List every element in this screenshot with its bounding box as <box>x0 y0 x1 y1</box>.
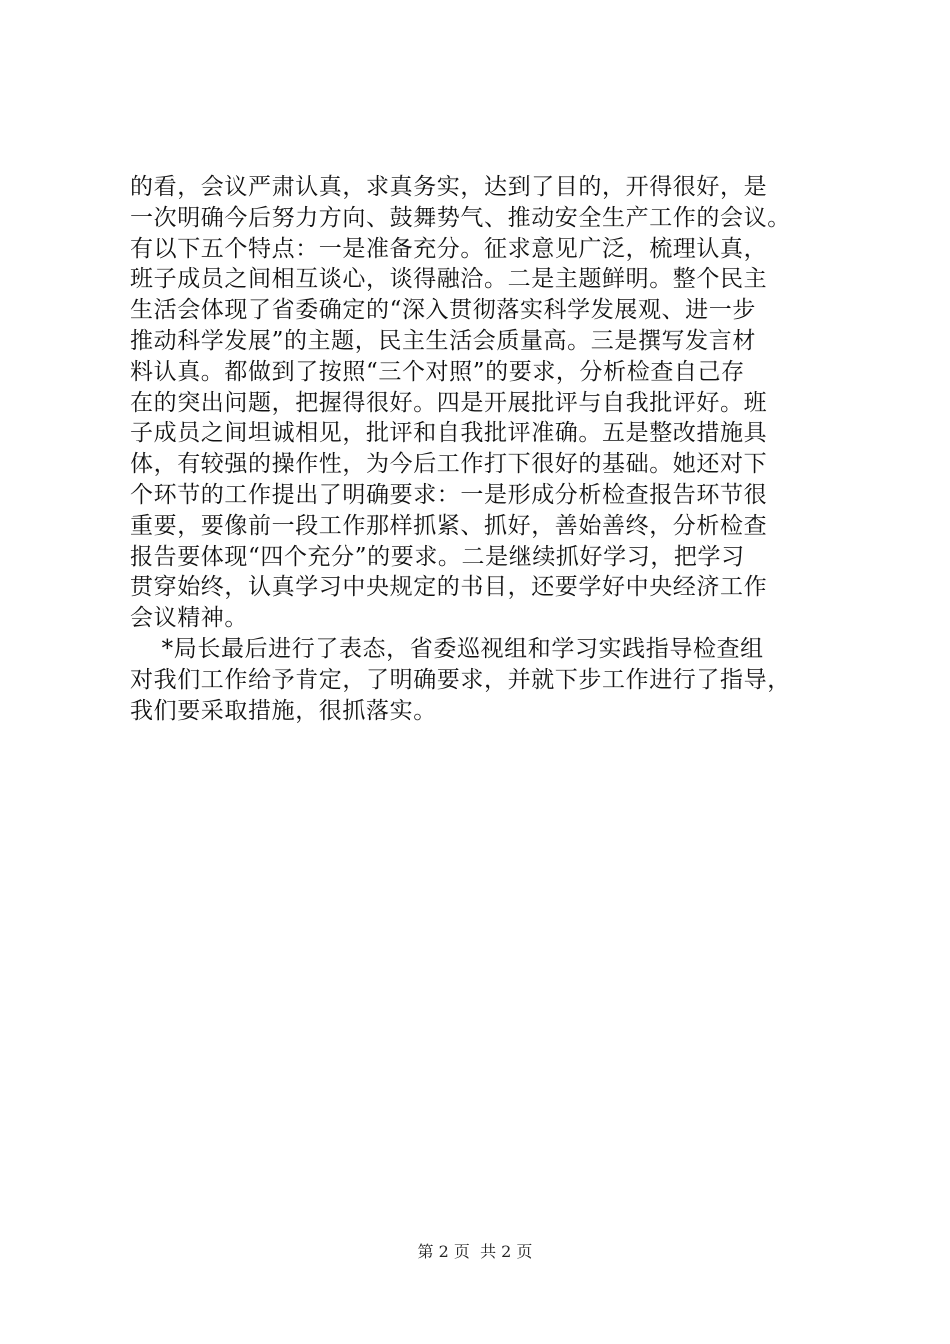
text-line: 会议精神。 <box>130 605 248 632</box>
page-number-label: 第 2 页 共 2 页 <box>417 1242 533 1261</box>
text-line: 的看，会议严肃认真，求真务实，达到了目的，开得很好，是 <box>130 174 768 200</box>
text-line: 体，有较强的操作性，为今后工作打下很好的基础。她还对下 <box>130 451 768 478</box>
text-line: 重要，要像前一段工作那样抓紧、抓好，善始善终，分析检查 <box>130 512 768 539</box>
text-line: 有以下五个特点：一是准备充分。征求意见广泛，梳理认真， <box>130 235 768 262</box>
text-line: 推动科学发展”的主题，民主生活会质量高。三是撰写发言材 <box>130 327 756 354</box>
page-footer <box>0 1242 950 1262</box>
text-line: 我们要采取措施，很抓落实。 <box>130 697 437 724</box>
body-text <box>130 172 850 726</box>
text-line: 一次明确今后努力方向、鼓舞势气、推动安全生产工作的会议。 <box>130 204 791 231</box>
text-line: 对我们工作给予肯定，了明确要求，并就下步工作进行了指导， <box>130 666 791 693</box>
text-line: 子成员之间坦诚相见，批评和自我批评准确。五是整改措施具 <box>130 420 768 447</box>
text-line: 个环节的工作提出了明确要求：一是形成分析检查报告环节很 <box>130 481 768 508</box>
text-line: *局长最后进行了表态，省委巡视组和学习实践指导检查组 <box>130 635 764 662</box>
text-line: 班子成员之间相互谈心，谈得融洽。二是主题鲜明。整个民主 <box>130 266 768 293</box>
text-line: 生活会体现了省委确定的“深入贯彻落实科学发展观、进一步 <box>130 297 756 324</box>
text-line: 贯穿始终，认真学习中央规定的书目，还要学好中央经济工作 <box>130 574 768 601</box>
text-line: 报告要体现“四个充分”的要求。二是继续抓好学习，把学习 <box>130 543 745 570</box>
text-line: 在的突出问题，把握得很好。四是开展批评与自我批评好。班 <box>130 389 768 416</box>
text-line: 料认真。都做到了按照“三个对照”的要求，分析检查自己存 <box>130 358 745 385</box>
